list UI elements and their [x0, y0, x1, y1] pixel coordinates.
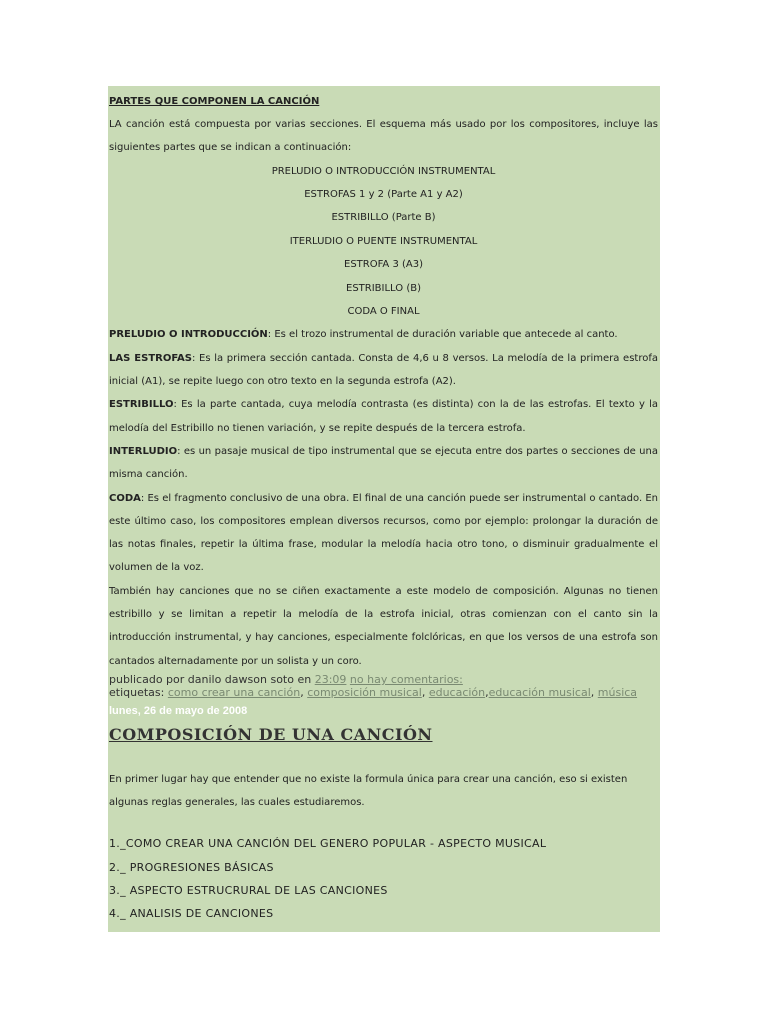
song-part-item: ESTRIBILLO (Parte B)	[331, 212, 436, 224]
song-part-item: CODA O FINAL	[347, 306, 420, 318]
tag-link[interactable]: música	[597, 685, 638, 699]
definition-paragraph	[109, 440, 658, 487]
definition-text: : Es la primera sección cantada. Consta de 4,6 u 8 versos. La melodía de la primera estrofa inicial (A1), se repite luego con otro texto en la segunda estrofa (A2).	[109, 352, 658, 388]
song-parts-list	[109, 160, 658, 324]
song-part-item: ESTROFA 3 (A3)	[344, 259, 423, 271]
topic-list-item: 2._ PROGRESIONES BÁSICAS	[109, 860, 274, 874]
song-part-item: ITERLUDIO O PUENTE INSTRUMENTAL	[289, 235, 478, 247]
post-tags: etiquetas: como crear una canción, composición musical, educación,educación musical, música	[109, 685, 638, 699]
post-footer	[109, 673, 658, 686]
song-part-item: PRELUDIO O INTRODUCCIÓN INSTRUMENTAL	[271, 165, 496, 177]
tag-link[interactable]: composición musical	[307, 685, 422, 699]
blog-post-panel	[108, 86, 660, 932]
definition-term: PRELUDIO O INTRODUCCIÓN	[109, 329, 268, 341]
tag-link[interactable]: educación musical	[488, 685, 591, 699]
tag-link[interactable]: educación	[428, 685, 486, 699]
definition-paragraph	[109, 393, 658, 440]
topic-list	[109, 832, 658, 925]
section-intro: LA canción está compuesta por varias secciones. El esquema más usado por los compositores, incluye las siguientes partes que se indican a continuación:	[109, 119, 658, 154]
post-time-link[interactable]: 23:09	[314, 672, 347, 686]
comments-link[interactable]: no hay comentarios:	[349, 672, 463, 686]
definition-paragraph	[109, 347, 658, 394]
topic-list-item: 1._COMO CREAR UNA CANCIÓN DEL GENERO POPULAR - ASPECTO MUSICAL	[109, 837, 547, 851]
definition-term: INTERLUDIO	[109, 445, 178, 457]
song-part-item: ESTROFAS 1 y 2 (Parte A1 y A2)	[304, 189, 463, 200]
post-title[interactable]: COMPOSICIÓN DE UNA CANCIÓN	[109, 724, 433, 744]
tag-link[interactable]: como crear una canción	[167, 685, 301, 699]
post-date-header: lunes, 26 de mayo de 2008	[109, 704, 248, 717]
post-intro: En primer lugar hay que entender que no existe la formula única para crear una canción, eso si existen algunas reglas generales, las cuales estudiaremos.	[109, 773, 628, 809]
definition-text: : Es el fragmento conclusivo de una obra. El final de una canción puede ser instrumental o cantado. En este último caso, los compositores emplean diversos recursos, como por ejemplo: prolongar la duración de las notas finales, repetir la última frase, modular la melodía hacia otro tono, o disminuir gradualmente el volumen de la voz.	[109, 492, 658, 574]
song-part-item: ESTRIBILLO (B)	[346, 282, 421, 294]
topic-list-item: 4._ ANALISIS DE CANCIONES	[109, 907, 274, 921]
tags-label: etiquetas:	[109, 685, 165, 699]
definition-text: : Es el trozo instrumental de duración variable que antecede al canto.	[267, 329, 618, 341]
definition-text: : Es la parte cantada, cuya melodía contrasta (es distinta) con la de las estrofas. El texto y la melodía del Estribillo no tienen variación, y se repite después de la tercera estrofa.	[109, 399, 658, 434]
author-line: publicado por danilo dawson soto en	[109, 672, 312, 686]
definition-term: CODA	[109, 492, 141, 504]
definition-text: : es un pasaje musical de tipo instrumental que se ejecuta entre dos partes o secciones de una misma canción.	[109, 445, 658, 481]
definition-paragraph	[109, 487, 658, 580]
definition-term: ESTRIBILLO	[109, 399, 174, 411]
topic-list-item: 3._ ASPECTO ESTRUCRURAL DE LAS CANCIONES	[109, 884, 388, 898]
section-heading: PARTES QUE COMPONEN LA CANCIÓN	[109, 96, 320, 107]
definition-term: LAS ESTROFAS	[109, 352, 192, 364]
closing-paragraph: También hay canciones que no se ciñen exactamente a este modelo de composición. Algunas no tienen estribillo y se limitan a repetir la melodía de la estrofa inicial, otras comienzan con el canto sin la introducción instrumental, y hay canciones, especialmente folclóricas, en que los versos de una estrofa son cantados alternadamente por un solista y un coro.	[109, 585, 658, 667]
definition-paragraph	[109, 323, 658, 346]
